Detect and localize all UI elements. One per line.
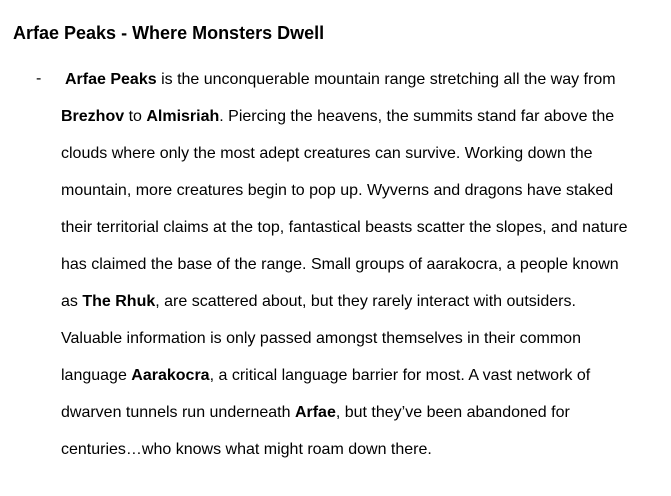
paragraph-line: [61, 209, 661, 246]
bullet-dash: -: [36, 70, 42, 87]
text-run: , are scattered about, but they rarely interact with outsiders.: [155, 293, 576, 310]
text-run: clouds where only the most adept creatures can survive. Working down the: [61, 145, 593, 162]
paragraph-line: [61, 431, 661, 468]
paragraph-line: [61, 357, 661, 394]
bold-term: The Rhuk: [82, 293, 156, 310]
bold-term: Arfae Peaks: [65, 71, 157, 88]
paragraph-line: [61, 394, 661, 431]
text-run: Valuable information is only passed amongst themselves in their common: [61, 330, 581, 347]
paragraph-line: [61, 61, 661, 98]
bold-term: Almisriah: [146, 108, 220, 125]
paragraph-line: [61, 172, 661, 209]
paragraph-line: [61, 135, 661, 172]
paragraph-line: [61, 320, 661, 357]
text-run: . Piercing the heavens, the summits stand far above the: [219, 108, 615, 125]
text-run: their territorial claims at the top, fantastical beasts scatter the slopes, and nature: [61, 219, 628, 236]
page-title: Arfae Peaks - Where Monsters Dwell: [13, 23, 325, 43]
paragraph-line: [61, 246, 661, 283]
bold-term: Aarakocra: [131, 367, 210, 384]
text-run: , a critical language barrier for most. A vast network of: [209, 367, 591, 384]
body-paragraph: [61, 61, 661, 468]
text-run: as: [61, 293, 83, 310]
text-run: , but they’ve been abandoned for: [335, 404, 570, 421]
text-run: centuries…who knows what might roam down there.: [61, 441, 432, 458]
text-run: has claimed the base of the range. Small groups of aarakocra, a people known: [61, 256, 619, 273]
text-run: mountain, more creatures begin to pop up. Wyverns and dragons have staked: [61, 182, 614, 199]
text-run: to: [124, 108, 147, 125]
text-run: dwarven tunnels run underneath: [61, 404, 295, 421]
paragraph-line: [61, 98, 661, 135]
paragraph-line: [61, 283, 661, 320]
bold-term: Brezhov: [61, 108, 125, 125]
text-run: is the unconquerable mountain range stretching all the way from: [156, 71, 616, 88]
text-run: language: [61, 367, 132, 384]
bold-term: Arfae: [294, 404, 336, 421]
